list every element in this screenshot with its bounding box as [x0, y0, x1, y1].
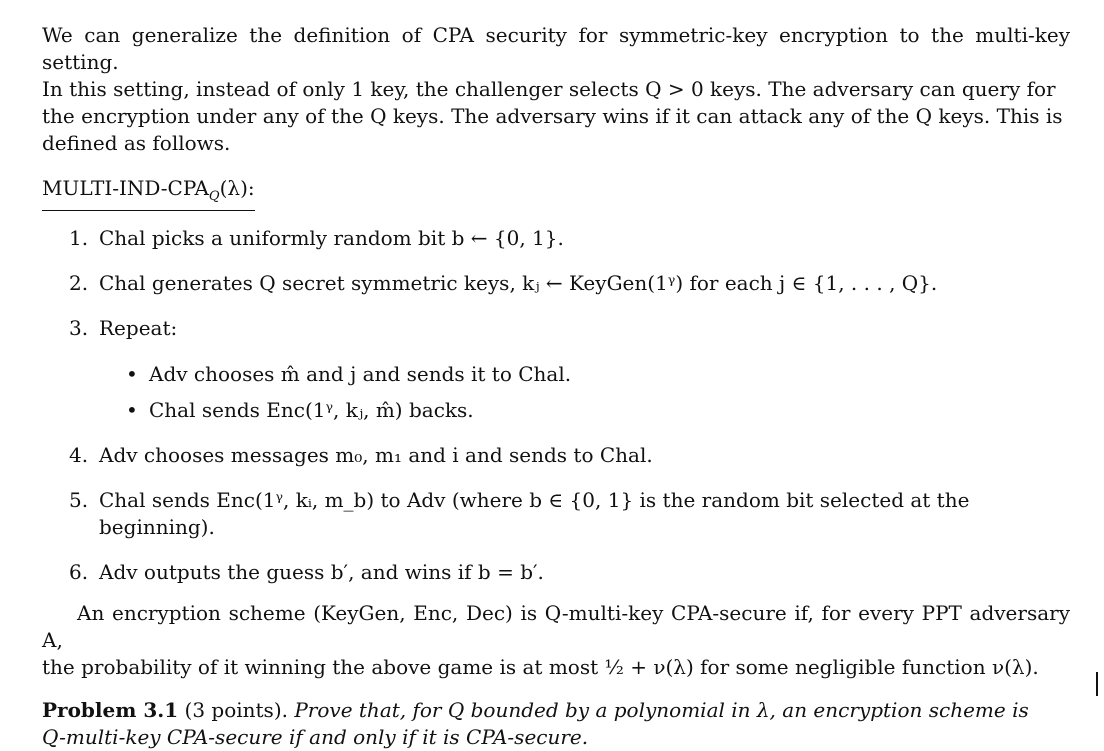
intro-paragraph — [42, 22, 1070, 157]
step-text: Chal generates Q secret symmetric keys, kⱼ ← KeyGen(1ᵞ) for each j ∈ {1, . . . , Q}. — [99, 271, 938, 295]
step-text: Repeat: — [99, 316, 178, 340]
step-text: Chal picks a uniformly random bit b ← {0, 1}. — [99, 226, 564, 250]
step-number: 4. — [69, 443, 89, 467]
problem-paragraph — [42, 697, 1070, 751]
repeat-item — [99, 361, 1070, 388]
problem-points: (3 points). — [184, 698, 288, 722]
step-number: 6. — [69, 560, 89, 584]
step-item — [42, 559, 1070, 586]
step-number: 5. — [69, 488, 89, 512]
definition-line-2: the probability of it winning the above game is at most ½ + ν(λ) for some negligible function ν(λ). — [42, 655, 1039, 679]
definition-line-1: An encryption scheme (KeyGen, Enc, Dec) is Q-multi-key CPA-secure if, for every PPT adversary A, — [42, 601, 1070, 652]
step-number: 3. — [69, 316, 89, 340]
document-body — [42, 22, 1070, 751]
text-cursor — [1096, 672, 1098, 696]
game-title-arg: (λ): — [219, 176, 255, 200]
bullet-icon: • — [126, 362, 138, 386]
game-title-main: MULTI-IND-CPA — [42, 176, 209, 200]
step-item — [42, 487, 1070, 541]
problem-label: Problem 3.1 — [42, 698, 179, 722]
step-item — [42, 315, 1070, 424]
step-text: Adv chooses messages m₀, m₁ and i and sends to Chal. — [99, 443, 653, 467]
repeat-item-text: Adv chooses m̂ and j and sends it to Chal. — [149, 362, 572, 386]
repeat-item-text: Chal sends Enc(1ᵞ, kⱼ, m̂) backs. — [149, 398, 474, 422]
game-title-subscript: Q — [208, 189, 220, 204]
game-steps — [42, 225, 1070, 586]
step-number: 1. — [69, 226, 89, 250]
repeat-sublist — [99, 361, 1070, 424]
intro-line-2: In this setting, instead of only 1 key, the challenger selects Q > 0 keys. The adversary can query for — [42, 77, 1056, 101]
definition-paragraph — [42, 600, 1070, 681]
intro-line-1: We can generalize the definition of CPA security for symmetric-key encryption to the multi-key setting. — [42, 23, 1070, 74]
step-number: 2. — [69, 271, 89, 295]
intro-line-4: defined as follows. — [42, 131, 231, 155]
step-item — [42, 225, 1070, 252]
step-item — [42, 442, 1070, 469]
step-text: Chal sends Enc(1ᵞ, kᵢ, m_b) to Adv (where b ∈ {0, 1} is the random bit selected at the beginning). — [99, 488, 970, 539]
problem-line-1: Prove that, for Q bounded by a polynomial in λ, an encryption scheme is — [294, 698, 1029, 722]
bullet-icon: • — [126, 398, 138, 422]
step-text: Adv outputs the guess b′, and wins if b = b′. — [99, 560, 544, 584]
step-item — [42, 270, 1070, 297]
problem-line-2: Q-multi-key CPA-secure if and only if it is CPA-secure. — [42, 725, 589, 749]
game-title — [42, 176, 255, 211]
repeat-item — [99, 397, 1070, 424]
intro-line-3: the encryption under any of the Q keys. The adversary wins if it can attack any of the Q keys. This is — [42, 104, 1063, 128]
